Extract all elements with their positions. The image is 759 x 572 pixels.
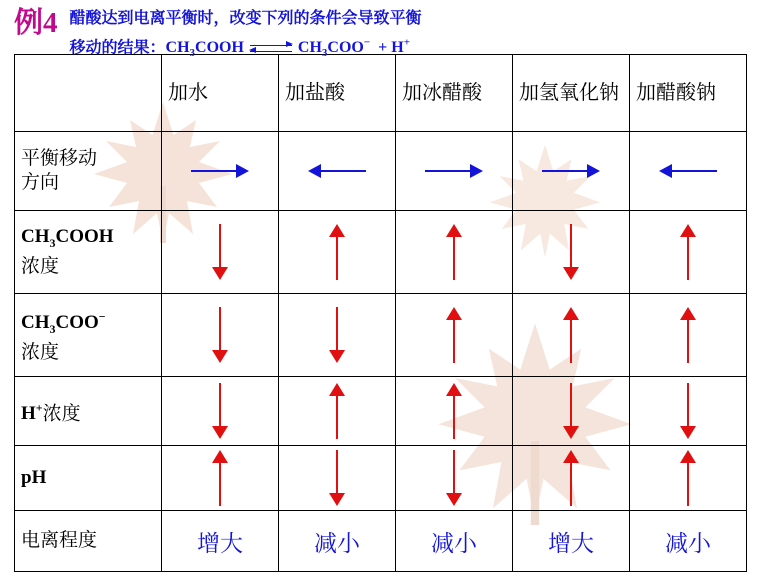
- row-header-label: H+浓度: [21, 400, 81, 425]
- arrow-down-icon: [446, 450, 462, 506]
- data-cell: [513, 211, 630, 294]
- row-header-cell: [15, 377, 162, 446]
- arrow-right-icon: [542, 164, 600, 178]
- data-cell: [162, 446, 279, 511]
- data-cell: [279, 446, 396, 511]
- data-cell: [630, 511, 747, 572]
- data-cell: [396, 511, 513, 572]
- data-cell: [279, 211, 396, 294]
- row-header-cell: [15, 446, 162, 511]
- data-cell: [513, 294, 630, 377]
- equation-left: $CH_3COOH$: [165, 39, 244, 60]
- equation-right: $CH_3COO^- + H^+$: [297, 37, 410, 60]
- column-header-cell: [513, 55, 630, 132]
- arrow-up-icon: [212, 450, 228, 506]
- column-header-label: 加醋酸钠: [636, 81, 716, 104]
- degree-value: 增大: [197, 530, 243, 556]
- column-header-label: 加冰醋酸: [402, 81, 482, 104]
- arrow-left-icon: [308, 164, 366, 178]
- row-header-label: pH: [21, 467, 47, 488]
- degree-value: 增大: [548, 530, 594, 556]
- data-cell: [279, 294, 396, 377]
- example-tag: 例4: [14, 7, 58, 39]
- table-row: [15, 132, 747, 211]
- data-cell: [279, 132, 396, 211]
- arrow-up-icon: [680, 307, 696, 363]
- degree-value: 减小: [314, 530, 360, 556]
- data-cell: [630, 294, 747, 377]
- data-cell: [162, 377, 279, 446]
- row-header-label: $CH_3COO^-$ 浓度: [21, 309, 106, 364]
- arrow-right-icon: [191, 164, 249, 178]
- column-header-label: 加盐酸: [285, 81, 345, 104]
- data-cell: [396, 132, 513, 211]
- row-header-label: $CH_3COOH$ 浓度: [21, 226, 114, 277]
- arrow-right-icon: [425, 164, 483, 178]
- header-line-1: 醋酸达到电离平衡时，改变下列的条件会导致平衡: [69, 10, 422, 27]
- table-row: [15, 211, 747, 294]
- arrow-left-icon: [659, 164, 717, 178]
- data-cell: [513, 446, 630, 511]
- arrow-down-icon: [563, 383, 579, 439]
- header-text-block: [70, 6, 422, 67]
- conditions-table: [14, 54, 747, 572]
- degree-value: 减小: [431, 530, 477, 556]
- arrow-up-icon: [446, 383, 462, 439]
- degree-value: 减小: [665, 530, 711, 556]
- arrow-down-icon: [212, 224, 228, 280]
- arrow-up-icon: [680, 224, 696, 280]
- column-header-label: 加水: [168, 81, 208, 104]
- data-cell: [279, 511, 396, 572]
- slide-header: [0, 0, 759, 60]
- arrow-down-icon: [212, 307, 228, 363]
- arrow-down-icon: [680, 383, 696, 439]
- data-cell: [513, 377, 630, 446]
- arrow-down-icon: [329, 307, 345, 363]
- data-cell: [279, 377, 396, 446]
- table-row: [15, 294, 747, 377]
- arrow-up-icon: [329, 224, 345, 280]
- data-cell: [630, 211, 747, 294]
- data-cell: [396, 294, 513, 377]
- data-cell: [396, 446, 513, 511]
- table-row: [15, 511, 747, 572]
- data-cell: [630, 446, 747, 511]
- row-header-cell: [15, 211, 162, 294]
- arrow-down-icon: [212, 383, 228, 439]
- data-cell: [162, 294, 279, 377]
- data-cell: [513, 511, 630, 572]
- header-line-2-prefix: 移动的结果：: [69, 39, 166, 57]
- data-cell: [396, 211, 513, 294]
- header-line-2: [70, 31, 422, 67]
- row-header-cell: [15, 511, 162, 572]
- table-row: [15, 377, 747, 446]
- arrow-up-icon: [563, 307, 579, 363]
- data-cell: [162, 511, 279, 572]
- column-header-label: 加氢氧化钠: [519, 81, 619, 104]
- data-cell: [162, 211, 279, 294]
- data-cell: [630, 377, 747, 446]
- data-cell: [630, 132, 747, 211]
- row-header-cell: [15, 132, 162, 211]
- arrow-down-icon: [563, 224, 579, 280]
- equilibrium-arrow-icon: [250, 42, 292, 56]
- arrow-up-icon: [680, 450, 696, 506]
- data-cell: [162, 132, 279, 211]
- arrow-up-icon: [446, 307, 462, 363]
- arrow-up-icon: [563, 450, 579, 506]
- arrow-down-icon: [329, 450, 345, 506]
- data-cell: [396, 377, 513, 446]
- data-cell: [513, 132, 630, 211]
- arrow-up-icon: [329, 383, 345, 439]
- column-header-cell: [630, 55, 747, 132]
- row-header-cell: [15, 294, 162, 377]
- row-header-label: 电离程度: [21, 530, 98, 551]
- table-row: [15, 446, 747, 511]
- row-header-label: 平衡移动 方向: [21, 148, 98, 193]
- arrow-up-icon: [446, 224, 462, 280]
